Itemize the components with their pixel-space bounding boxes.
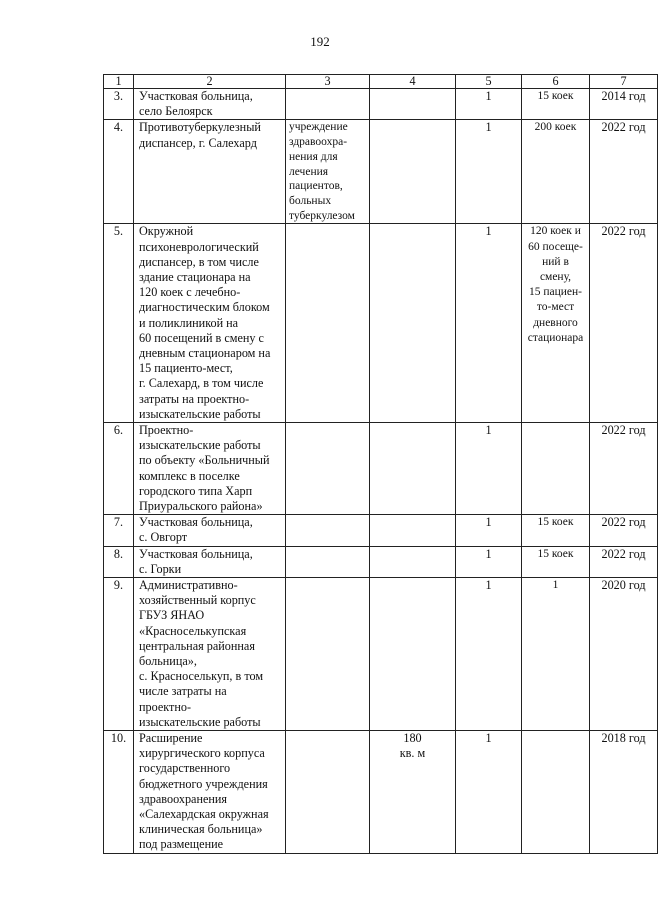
row-number: 10.	[104, 731, 134, 854]
facility-purpose	[286, 731, 370, 854]
facility-quantity: 1	[456, 89, 522, 120]
facility-name: Расширение хирургического корпуса государственного бюджетного учреждения здравоохранения «Салехардская окружная клиническая больница» под размещение	[134, 731, 286, 854]
column-header: 3	[286, 75, 370, 89]
column-header: 1	[104, 75, 134, 89]
facility-purpose	[286, 224, 370, 423]
row-number: 5.	[104, 224, 134, 423]
row-number: 9.	[104, 578, 134, 731]
facility-purpose	[286, 515, 370, 546]
facility-capacity: 1	[522, 578, 590, 731]
commission-year: 2022 год	[590, 422, 658, 514]
table-row	[104, 515, 658, 546]
commission-year: 2022 год	[590, 224, 658, 423]
commission-year: 2022 год	[590, 120, 658, 224]
facility-name: Проектно- изыскательские работы по объекту «Больничный комплекс в поселке городского типа Харп Приуральского района»	[134, 422, 286, 514]
facility-name: Участковая больница, с. Горки	[134, 546, 286, 577]
facility-name: Участковая больница, село Белоярск	[134, 89, 286, 120]
facility-capacity: 200 коек	[522, 120, 590, 224]
facility-purpose	[286, 578, 370, 731]
facility-capacity: 15 коек	[522, 546, 590, 577]
facility-quantity: 1	[456, 731, 522, 854]
facility-name: Административно- хозяйственный корпус ГБУЗ ЯНАО «Красноселькупская центральная районная больница», с. Красноселькуп, в том числе затраты на проектно- изыскательские работы	[134, 578, 286, 731]
row-number: 7.	[104, 515, 134, 546]
column-header: 7	[590, 75, 658, 89]
commission-year: 2022 год	[590, 546, 658, 577]
facility-capacity: 15 коек	[522, 515, 590, 546]
facility-area: 180 кв. м	[370, 731, 456, 854]
facility-area	[370, 515, 456, 546]
row-number: 4.	[104, 120, 134, 224]
facility-quantity: 1	[456, 546, 522, 577]
facility-purpose: учреждение здравоохра- нения для лечения пациентов, больных туберкулезом	[286, 120, 370, 224]
facility-capacity: 15 коек	[522, 89, 590, 120]
commission-year: 2020 год	[590, 578, 658, 731]
facility-area	[370, 89, 456, 120]
facility-area	[370, 224, 456, 423]
facility-quantity: 1	[456, 224, 522, 423]
row-number: 6.	[104, 422, 134, 514]
facility-capacity	[522, 731, 590, 854]
facility-area	[370, 546, 456, 577]
facility-capacity	[522, 422, 590, 514]
facility-capacity: 120 коек и 60 посеще- ний в смену, 15 пациен- то-мест дневного стационара	[522, 224, 590, 423]
facility-purpose	[286, 422, 370, 514]
table-header-row	[104, 75, 658, 89]
row-number: 3.	[104, 89, 134, 120]
page-number: 192	[310, 34, 330, 49]
table-row	[104, 89, 658, 120]
column-header: 2	[134, 75, 286, 89]
facility-quantity: 1	[456, 578, 522, 731]
facility-purpose	[286, 89, 370, 120]
facility-name: Окружной психоневрологический диспансер, в том числе здание стационара на 120 коек с лечебно- диагностическим блоком и поликлиникой на 60 посещений в смену с дневным стационаром на 15 пациенто-мест, г. Салехард, в том числе затраты на проектно- изыскательские работы	[134, 224, 286, 423]
facility-name: Противотуберкулезный диспансер, г. Салехард	[134, 120, 286, 224]
facility-area	[370, 422, 456, 514]
table-row	[104, 578, 658, 731]
table-row	[104, 120, 658, 224]
facility-quantity: 1	[456, 422, 522, 514]
row-number: 8.	[104, 546, 134, 577]
table-row	[104, 224, 658, 423]
table-row	[104, 422, 658, 514]
facility-name: Участковая больница, с. Овгорт	[134, 515, 286, 546]
facility-quantity: 1	[456, 120, 522, 224]
facility-area	[370, 120, 456, 224]
facility-purpose	[286, 546, 370, 577]
column-header: 6	[522, 75, 590, 89]
table-row	[104, 546, 658, 577]
column-header: 4	[370, 75, 456, 89]
facility-area	[370, 578, 456, 731]
commission-year: 2014 год	[590, 89, 658, 120]
commission-year: 2022 год	[590, 515, 658, 546]
facilities-table	[103, 74, 658, 854]
column-header: 5	[456, 75, 522, 89]
table-row	[104, 731, 658, 854]
facility-quantity: 1	[456, 515, 522, 546]
commission-year: 2018 год	[590, 731, 658, 854]
